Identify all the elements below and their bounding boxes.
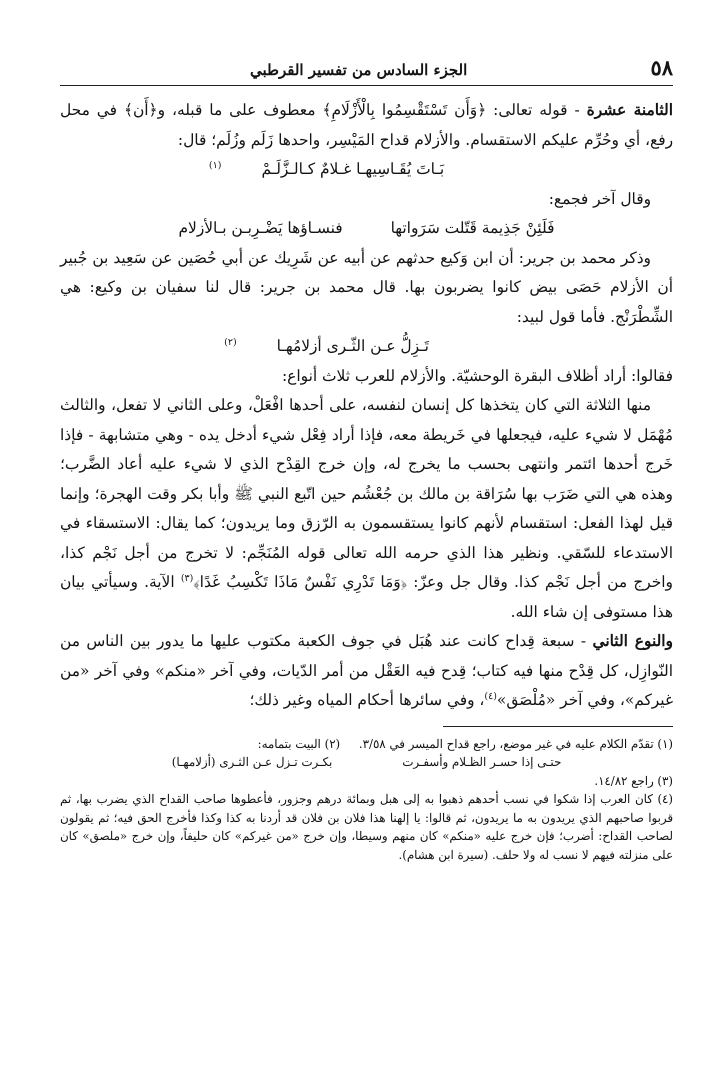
verse-2-first-hemistich: فَلَئِنْ جَذِيمة قَتّلت سَرَواتها xyxy=(390,219,555,237)
footnote-1-2: (١) تقدّم الكلام عليه في غير موضع، راجع قداح الميسر في ٣/٥٨. (٢) البيت بتمامه: xyxy=(257,736,673,751)
section-heading-18: الثامنة عشرة xyxy=(586,101,674,119)
paragraph-types: فقالوا: أراد أظلاف البقرة الوحشيّة. والأزلام للعرب ثلاث أنواع: xyxy=(282,366,673,385)
verse-2-second-hemistich: فنسـاؤها يَضْـرِبـن بـالأزلام xyxy=(178,219,343,237)
footnote-divider xyxy=(443,726,673,727)
footnote-ref-1: (١) xyxy=(208,159,222,171)
verse-3 xyxy=(60,332,673,362)
verse-1-text: بَـاتَ يُقَـاسِيهـا غـلامٌ كـالـزَّلَـمْ xyxy=(261,160,445,178)
paragraph-second-type xyxy=(60,627,673,716)
paragraph-first-type xyxy=(60,391,673,627)
footnote-ref-2: (٢) xyxy=(224,336,237,348)
paragraph-second-type-tail: ، وفي سائرها أحكام المياه وغير ذلك؛ xyxy=(249,691,485,709)
section-heading-second-type: والنوع الثاني xyxy=(592,632,673,650)
footnotes xyxy=(60,735,673,865)
paragraph-second-type-text: - سبعة قِداح كانت عند هُبَل في جوف الكعبة مكتوب عليها ما يدور بين الناس من النّوازِل، كل قِدْح منها فيه كتاب؛ قِدح فيه العَقْل من أمر الدّيات، وفي آخر «منكم» وفي آخر «من غيركم»، وفي آخر «مُلْصَق» xyxy=(60,632,673,709)
paragraph-18 xyxy=(60,96,673,155)
footnote-3: (٣) راجع ١٤/٨٢. xyxy=(594,773,673,788)
main-text xyxy=(60,96,673,716)
paragraph-18-text: - قوله تعالى: ﴿وَأَن تَسْتَقْسِمُوا بِالْأَزْلَامِ﴾ معطوف على ما قبله، و﴿أَن﴾ في محل رفع، أي وحُرِّم عليكم الاستقسام. والأزلام قداح المَيْسِر، واحدها زَلَم وزُلَم؛ قال: xyxy=(60,101,673,149)
running-title: الجزء السادس من تفسير القرطبي xyxy=(250,61,468,79)
verse-3-text: تَـزِلُّ عـن الثّـرى أزلامُهـا xyxy=(276,337,429,355)
footnote-2-verse-second: بكـرت تـزل عـن الثـرى (أزلامهـا) xyxy=(171,755,333,769)
paragraph-first-type-tail: الآية. وسيأتي بيان هذا مستوفى إن شاء الله. xyxy=(60,573,673,621)
page-number: ٥٨ xyxy=(650,55,673,80)
footnote-2-verse-first: حتـى إذا حسـر الظـلام وأسفـرت xyxy=(402,755,562,769)
paragraph-first-type-text: منها الثلاثة التي كان يتخذها كل إنسان لنفسه، على أحدها افْعَلْ، وعلى الثاني لا تفعل، والثالث مُهْمَل لا شيء عليه، فيجعلها في خَريطة معه، فإذا أراد فِعْل شيء أدخل يده - وهي متشابهة - فإذا خَرج أحدها ائتمر وانتهى بحسب ما يخرج له، وإن خرج القِدْح الذي لا شيء عليه أعاد الضَّرب؛ وهذه هي التي ضَرَب بها سُرَاقة بن مالك بن جُعْشُم حين اتّبع النبي ﷺ وأبا بكر وقت الهجرة؛ وإنما قيل لهذا الفعل: استقسام لأنهم كانوا يستقسمون به الرّزق وما يريدون؛ كما يقال: الاستسقاء في الاستدعاء للسّقي. ونظير هذا الذي حرمه الله تعالى قوله المُنَجِّم: لا تخرج من أجل نَجْم كذا، واخرج من أجل نَجْم كذا. وقال جل وعزّ: ﴿وَمَا تَدْرِي نَفْسٌ مَاذَا تَكْسِبُ غَدًا﴾ xyxy=(60,396,673,591)
page-header xyxy=(60,55,673,86)
verse-2 xyxy=(60,214,673,244)
footnote-ref-4: (٤) xyxy=(484,690,497,702)
footnote-4: (٤) كان العرب إذا شكوا في نسب أحدهم ذهبوا به إلى هبل وبمائة درهم وجزور، فأعطوها صاحب القداح الذي يضرب بها، ثم قربوا صاحبهم الذي يريدون به ما يريدون، ثم قالوا: يا إلهنا هذا فلان بن فلان قد أردنا به كذا وكذا فأخرج الحق فيه؛ ثم يقولون لصاحب القداح: أضرب؛ فإن خرج عليه «منكم» كان منهم وسيطا، وإن خرج «من غيركم» كان حليفاً، وإن خرج «ملصق» كان على منزلته فيهم لا نسب له ولا حلف. (سيرة ابن هشام). xyxy=(60,792,673,862)
verse-1 xyxy=(60,155,673,185)
paragraph-ibn-jarir: وذكر محمد بن جرير: أن ابن وَكيع حدثهم عن أبيه عن شَرِيك عن أبي حُصَين عن سَعِيد بن جُبير أن الأزلام حَصَى بيض كانوا يضربون بها. قال محمد بن جرير: قال لنا سفيان بن وكيع: هي الشِّطْرَنْج. فأما قول لبيد: xyxy=(60,248,673,326)
paragraph-another-poet: وقال آخر فجمع: xyxy=(548,189,651,208)
footnote-2-verse xyxy=(60,753,673,772)
footnote-ref-3: (٣) xyxy=(180,572,194,584)
